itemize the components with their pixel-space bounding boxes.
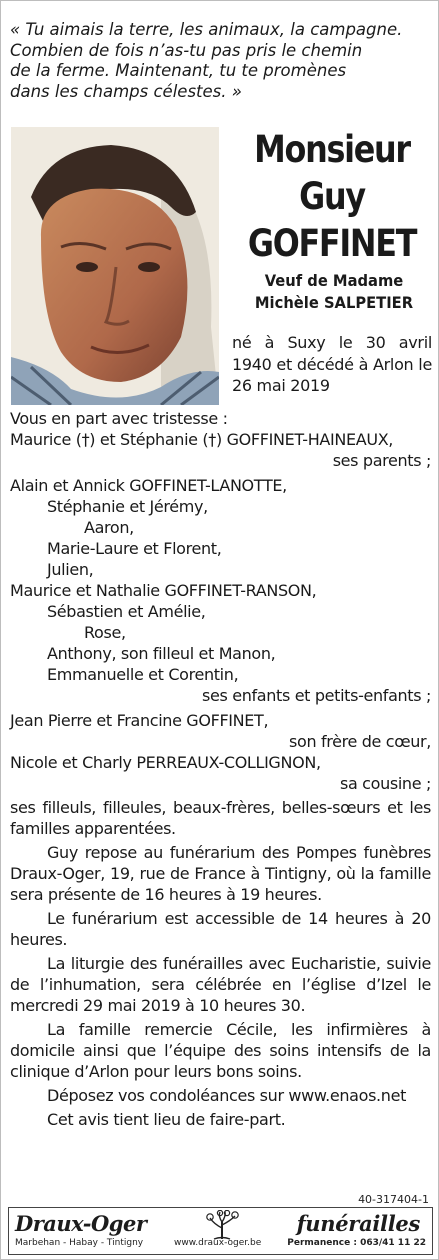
paragraph-condolences: Déposez vos condoléances sur www.enaos.net	[47, 1086, 406, 1105]
honorific-title: Monsieur	[254, 128, 410, 171]
children-label: ses enfants et petits-enfants ;	[202, 686, 431, 705]
paragraph-thanks: La famille remercie Cécile, les infirmières à domicile ainsi que l’équipe des soins intensifs de la clinique d’Arlon pour leurs bons soins.	[10, 1020, 431, 1081]
announcement-body	[10, 408, 431, 1130]
widow-line-2: Michèle SALPETIER	[254, 293, 414, 312]
website-link[interactable]: www.draux-oger.be	[174, 1238, 262, 1248]
epitaph-quote: « Tu aimais la terre, les animaux, la campagne. Combien de fois n’as-tu pas pris le chemin de la ferme. Maintenant, tu te promènes dans les champs célestes. »	[10, 20, 403, 101]
brother-label: son frère de cœur,	[289, 732, 431, 751]
funeral-home-footer	[8, 1207, 433, 1255]
parents-names: Maurice (†) et Stéphanie (†) GOFFINET-HAINEAUX,	[10, 430, 394, 449]
child-1: Alain et Annick GOFFINET-LANOTTE,	[10, 476, 287, 495]
brother-names: Jean Pierre et Francine GOFFINET,	[10, 711, 269, 730]
cousin-label: sa cousine ;	[340, 774, 431, 793]
last-name: GOFFINET	[247, 222, 417, 265]
great-grandchild-1: Aaron,	[84, 518, 134, 537]
phone-number: Permanence : 063/41 11 22	[287, 1238, 426, 1248]
grandchild-3: Julien,	[47, 560, 94, 579]
great-grandchild-2: Rose,	[84, 623, 126, 642]
intro-line: Vous en part avec tristesse :	[10, 409, 228, 428]
paragraph-visiting-hours: Le funérarium est accessible de 14 heures à 20 heures.	[10, 909, 431, 949]
grandchild-6: Emmanuelle et Corentin,	[47, 665, 239, 684]
reference-number: 40-317404-1	[358, 1193, 429, 1206]
paragraph-relatives: ses filleuls, filleules, beaux-frères, belles-sœurs et les familles apparentées.	[10, 798, 431, 838]
paragraph-notice: Cet avis tient lieu de faire-part.	[47, 1110, 286, 1129]
grandchild-2: Marie-Laure et Florent,	[47, 539, 222, 558]
child-2: Maurice et Nathalie GOFFINET-RANSON,	[10, 581, 317, 600]
deceased-name-block	[228, 126, 436, 267]
paragraph-liturgy: La liturgie des funérailles avec Eucharistie, suivie de l’inhumation, sera célébrée en l’église d’Izel le mercredi 29 mai 2019 à 10 heures 30.	[10, 954, 431, 1015]
brand-name: Draux-Oger	[15, 1211, 147, 1236]
parents-label: ses parents ;	[332, 451, 431, 470]
grandchild-1: Stéphanie et Jérémy,	[47, 497, 208, 516]
cousin-names: Nicole et Charly PERREAUX-COLLIGNON,	[10, 753, 321, 772]
portrait-photo	[11, 127, 219, 405]
birth-death-dates: né à Suxy le 30 avril 1940 et décédé à Arlon le 26 mai 2019	[232, 333, 432, 395]
widower-of	[236, 270, 432, 314]
paragraph-funeral-home: Guy repose au funérarium des Pompes funèbres Draux-Oger, 19, rue de France à Tintigny, où la famille sera présente de 16 heures à 19 heures.	[10, 843, 431, 904]
first-name: Guy	[299, 175, 365, 218]
grandchild-4: Sébastien et Amélie,	[47, 602, 206, 621]
widow-line-1: Veuf de Madame	[264, 271, 404, 290]
locations: Marbehan - Habay - Tintigny	[15, 1238, 144, 1248]
brand-tagline: funérailles	[296, 1211, 420, 1236]
grandchild-5: Anthony, son filleul et Manon,	[47, 644, 276, 663]
